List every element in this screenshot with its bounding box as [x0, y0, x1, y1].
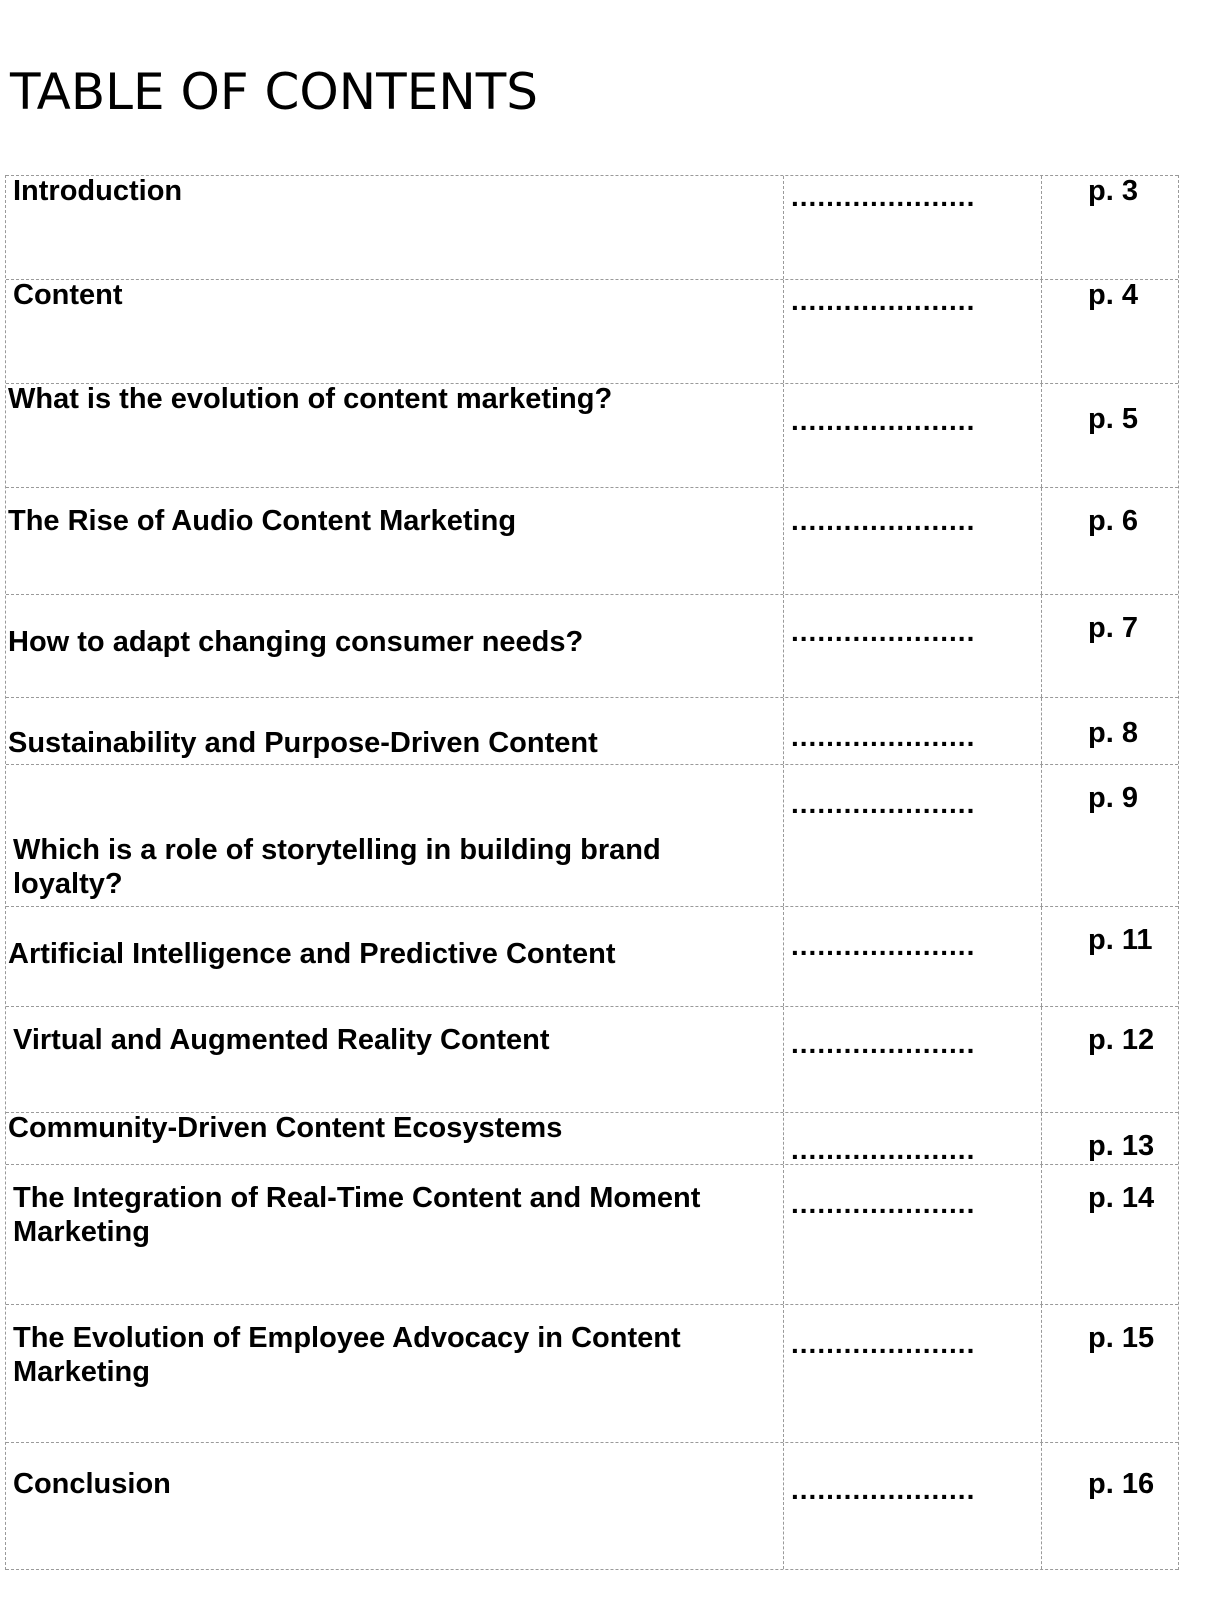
toc-row [6, 1112, 1178, 1164]
toc-entry-title-line2[interactable]: Marketing [13, 1356, 150, 1388]
toc-entry-title-line2[interactable]: loyalty? [13, 868, 123, 900]
toc-entry-title[interactable]: Introduction [13, 175, 183, 207]
page-title: TABLE OF CONTENTS [10, 63, 539, 121]
toc-row [6, 383, 1178, 487]
toc-page-number[interactable]: p. 15 [1088, 1322, 1155, 1354]
toc-leader-dots: ..................... [791, 1028, 976, 1059]
toc-row [6, 279, 1178, 383]
toc-page-number[interactable]: p. 7 [1088, 612, 1138, 644]
toc-row [6, 697, 1178, 764]
toc-row [6, 594, 1178, 697]
toc-leader-dots: ..................... [791, 930, 976, 961]
toc-entry-title[interactable]: Community-Driven Content Ecosystems [8, 1112, 563, 1144]
toc-leader-dots: ..................... [791, 405, 976, 436]
toc-row [6, 1442, 1178, 1570]
toc-entry-title[interactable]: Sustainability and Purpose-Driven Content [8, 727, 598, 759]
toc-page-number[interactable]: p. 6 [1088, 505, 1138, 537]
toc-leader-dots: ..................... [791, 1134, 976, 1165]
toc-entry-title[interactable]: What is the evolution of content marketing? [8, 383, 613, 415]
toc-entry-title[interactable]: The Evolution of Employee Advocacy in Content [13, 1322, 681, 1354]
toc-entry-title[interactable]: Which is a role of storytelling in building brand [13, 834, 661, 866]
toc-row [6, 1304, 1178, 1442]
toc-entry-title[interactable]: Content [13, 279, 123, 311]
toc-leader-dots: ..................... [791, 616, 976, 647]
toc-page-number[interactable]: p. 12 [1088, 1024, 1155, 1056]
toc-row [6, 1164, 1178, 1304]
toc-page-number[interactable]: p. 16 [1088, 1468, 1155, 1500]
toc-page-number[interactable]: p. 14 [1088, 1182, 1155, 1214]
toc-entry-title[interactable]: How to adapt changing consumer needs? [8, 626, 584, 658]
toc-entry-title[interactable]: Virtual and Augmented Reality Content [13, 1024, 550, 1056]
toc-page-number[interactable]: p. 11 [1088, 924, 1153, 956]
toc-row [6, 1006, 1178, 1112]
toc-entry-title[interactable]: The Rise of Audio Content Marketing [8, 505, 517, 537]
toc-page-number[interactable]: p. 3 [1088, 175, 1138, 207]
toc-page-number[interactable]: p. 5 [1088, 403, 1138, 435]
toc-page-number[interactable]: p. 4 [1088, 279, 1138, 311]
toc-page-number[interactable]: p. 9 [1088, 782, 1138, 814]
toc-row [6, 175, 1178, 279]
toc-leader-dots: ..................... [791, 1328, 976, 1359]
toc-leader-dots: ..................... [791, 1188, 976, 1219]
toc-leader-dots: ..................... [791, 788, 976, 819]
toc-entry-title[interactable]: The Integration of Real-Time Content and Moment [13, 1182, 701, 1214]
toc-row [6, 487, 1178, 594]
toc-page-number[interactable]: p. 8 [1088, 717, 1138, 749]
toc-entry-title[interactable]: Artificial Intelligence and Predictive Content [8, 938, 616, 970]
toc-entry-title[interactable]: Conclusion [13, 1468, 171, 1500]
toc-row [6, 764, 1178, 906]
toc-leader-dots: ..................... [791, 285, 976, 316]
toc-page-number[interactable]: p. 13 [1088, 1130, 1155, 1162]
toc-row [6, 906, 1178, 1006]
toc-entry-title-line2[interactable]: Marketing [13, 1216, 150, 1248]
toc-leader-dots: ..................... [791, 181, 976, 212]
toc-leader-dots: ..................... [791, 721, 976, 752]
toc-leader-dots: ..................... [791, 505, 976, 536]
toc-leader-dots: ..................... [791, 1474, 976, 1505]
toc-table [5, 175, 1179, 1570]
